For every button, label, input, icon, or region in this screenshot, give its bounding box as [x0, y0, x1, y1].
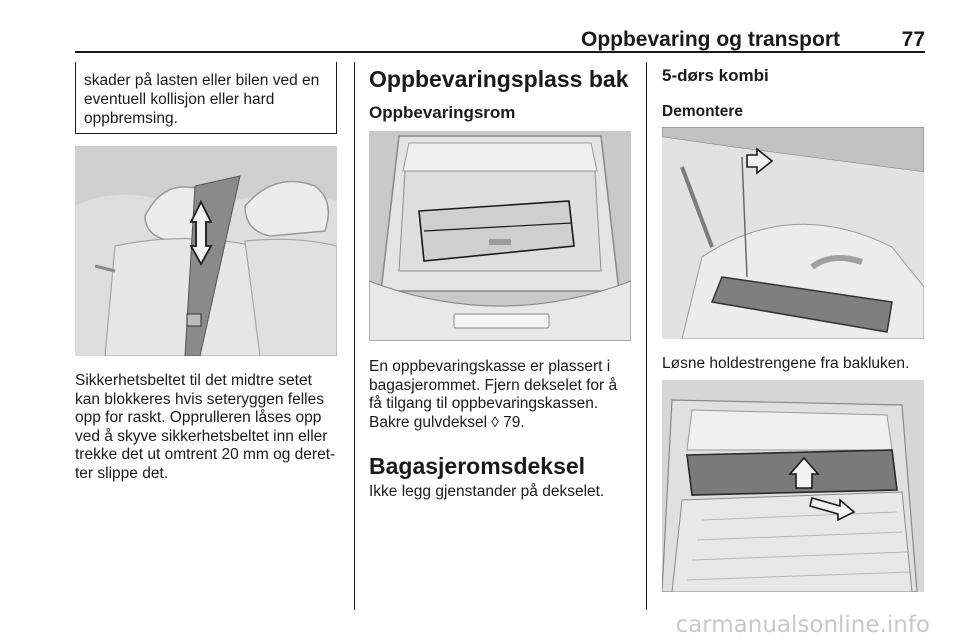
figure-cargo-cover-removal [662, 380, 924, 592]
figure-tailgate-strings [662, 127, 924, 339]
storage-box-paragraph [369, 358, 639, 432]
text-line: kan blokkeres hvis seteryggen felles [75, 390, 324, 408]
watermark: carmanualsonline.info [675, 612, 930, 638]
text-line: Sikkerhetsbeltet til det midtre setet [75, 372, 312, 389]
page-reference-link[interactable]: 79. [503, 413, 525, 431]
cargo-cover-paragraph: Ikke legg gjenstander på dekselet. [369, 483, 605, 500]
text-fragment: Bakre gulvdeksel [369, 413, 488, 431]
section-title-cargo-cover: Bagasjeromsdeksel [369, 453, 586, 479]
column-divider-left [354, 62, 355, 610]
text-line: ter slippe det. [75, 464, 169, 482]
tailgate-caption: Løsne holdestrengene fra bakluken. [662, 355, 910, 372]
text-line [369, 414, 639, 433]
warning-line: skader på lasten eller bilen ved en [84, 72, 320, 89]
text-line: få tilgang til oppbevaringskassen. [369, 395, 599, 412]
text-line: ved å skyve sikkerhetsbeltet inn eller [75, 427, 328, 445]
text-line: opp for raskt. Opprulleren låses opp [75, 409, 322, 426]
warning-line: oppbremsing. [84, 110, 178, 127]
reference-arrow-icon: ◊ [491, 413, 499, 431]
subsection-title-storage-box: Oppbevaringsrom [369, 103, 516, 122]
text-line: bagasjerommet. Fjern dekselet for å [369, 376, 618, 394]
section-title-storage-rear: Oppbevaringsplass bak [369, 66, 629, 92]
text-line: En oppbevaringskasse er plassert i [369, 358, 611, 375]
header-rule [75, 51, 925, 53]
page-number: 77 [901, 28, 925, 51]
warning-line: eventuell kollisjon eller hard [84, 91, 275, 108]
warning-box [75, 62, 337, 134]
subsection-title-5-door: 5-dørs kombi [662, 66, 769, 85]
figure-storage-box [369, 131, 631, 341]
figure-rear-seat-belt [75, 146, 337, 356]
column-divider-right [646, 62, 647, 610]
page-header-title: Oppbevaring og transport [580, 28, 840, 51]
text-line: trekke det ut omtrent 20 mm og deret- [75, 446, 336, 463]
seat-belt-paragraph [75, 372, 345, 483]
minor-title-remove: Demontere [662, 103, 743, 120]
